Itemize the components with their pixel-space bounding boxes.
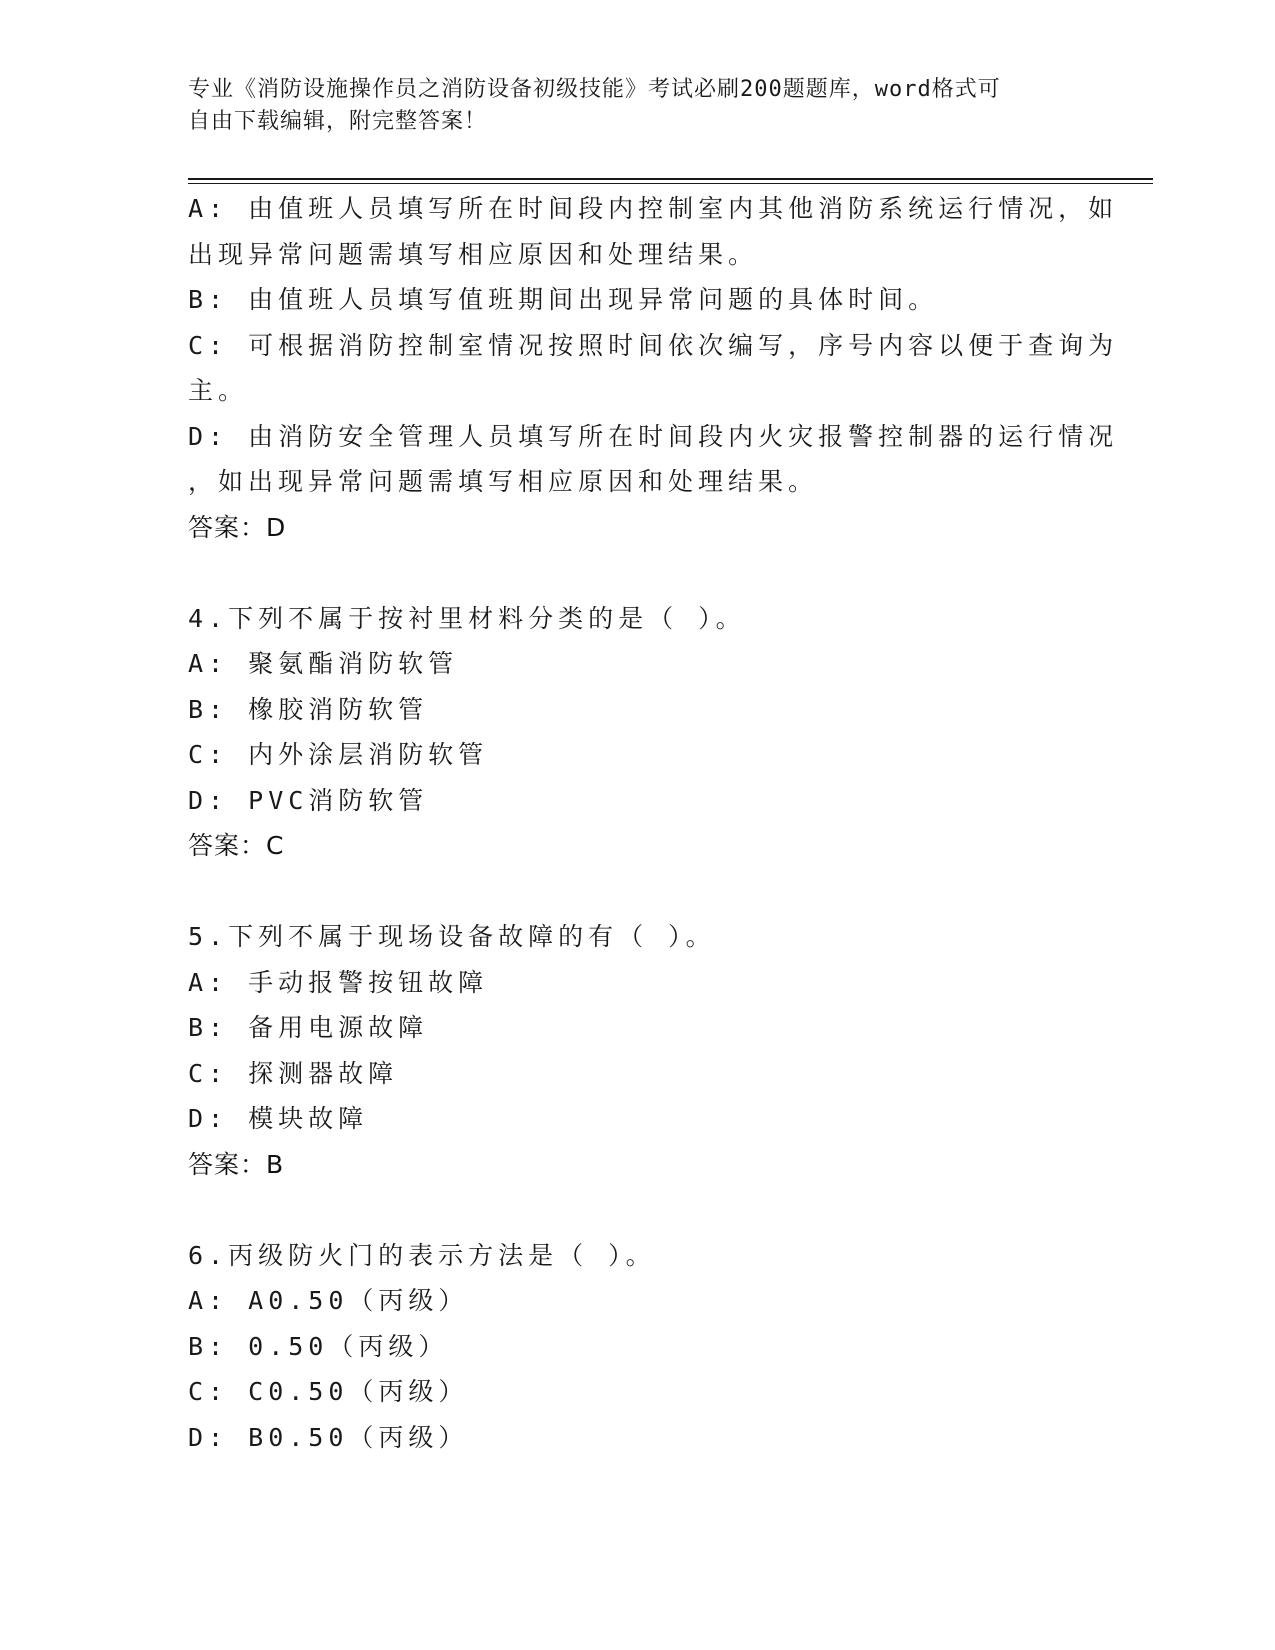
option-d-line-1: D: 由消防安全管理人员填写所在时间段内火灾报警控制器的运行情况: [188, 421, 1119, 451]
option-b: B: 0.50（丙级）: [188, 1331, 449, 1361]
header-title-line-1: 专业《消防设施操作员之消防设备初级技能》考试必刷200题题库，word格式可: [188, 77, 1001, 102]
option-d: D: PVC消防软管: [188, 785, 429, 815]
question-list: [188, 186, 1119, 1460]
option-d: D: B0.50（丙级）: [188, 1422, 469, 1452]
question-6: [188, 1233, 1088, 1461]
header-title-line-2: 自由下载编辑，附完整答案！: [188, 109, 488, 134]
question-text: 4.下列不属于按衬里材料分类的是（ ）。: [188, 603, 746, 633]
option-c: C: 内外涂层消防软管: [188, 740, 489, 769]
spacer: [188, 1187, 1088, 1233]
spacer: [188, 869, 1088, 915]
question-3: [188, 186, 1119, 550]
option-a: A: 手动报警按钮故障: [188, 967, 489, 997]
option-a-line-2: 出现异常问题需填写相应原因和处理结果。: [188, 239, 759, 269]
option-c-line-1: C: 可根据消防控制室情况按照时间依次编写，序号内容以便于查询为: [188, 330, 1119, 360]
answer-label: 答案：D: [188, 512, 287, 542]
option-a-line-1: A: 由值班人员填写所在时间段内控制室内其他消防系统运行情况，如: [188, 194, 1119, 223]
question-5: [188, 914, 1088, 1187]
document-header: [188, 74, 1068, 138]
header-divider: [188, 178, 1153, 184]
spacer: [188, 550, 1088, 596]
option-b: B: 橡胶消防软管: [188, 694, 429, 724]
option-a: A: 聚氨酯消防软管: [188, 649, 459, 678]
answer-label: 答案：B: [188, 1149, 285, 1179]
answer-label: 答案：C: [188, 831, 285, 860]
option-c-line-2: 主。: [188, 376, 249, 405]
question-text: 6.丙级防火门的表示方法是（ ）。: [188, 1240, 656, 1270]
option-c: C: C0.50（丙级）: [188, 1377, 469, 1406]
option-b: B: 备用电源故障: [188, 1013, 429, 1042]
option-d: D: 模块故障: [188, 1104, 369, 1133]
option-d-line-2: ，如出现异常问题需填写相应原因和处理结果。: [188, 467, 819, 496]
option-a: A: A0.50（丙级）: [188, 1286, 469, 1315]
question-4: [188, 596, 1088, 869]
question-text: 5.下列不属于现场设备故障的有（ ）。: [188, 922, 716, 951]
option-c: C: 探测器故障: [188, 1058, 399, 1088]
option-b: B: 由值班人员填写值班期间出现异常问题的具体时间。: [188, 285, 939, 314]
